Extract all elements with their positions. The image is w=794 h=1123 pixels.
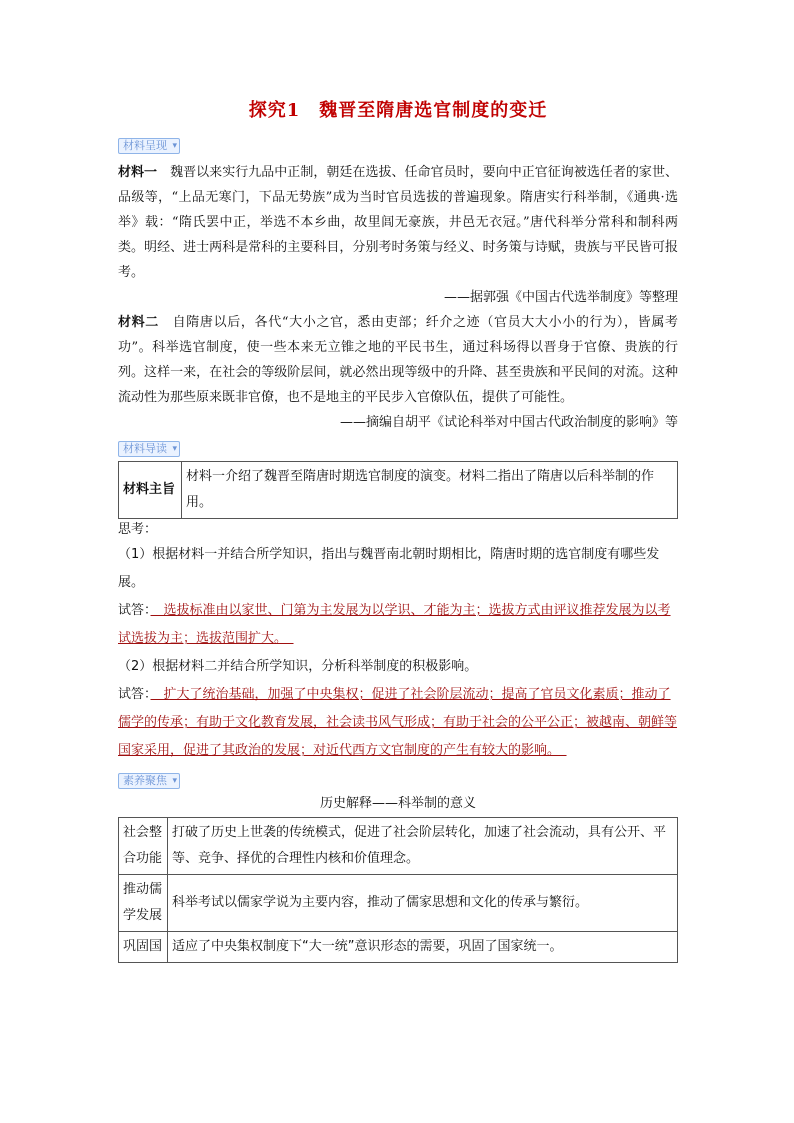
answer-1: [118, 597, 678, 653]
literacy-focus-tag: 素养聚焦 ▾: [118, 773, 180, 789]
sig-key: 巩固国: [119, 932, 168, 963]
table-row: [119, 818, 678, 875]
answer-2: [118, 681, 678, 765]
answer-1-text: 选拔标准由以家世、门第为主发展为以学识、才能为主；选拔方式由评议推荐发展为以考试选拔为主；选拔范围扩大。: [118, 603, 671, 646]
question-1: （1）根据材料一并结合所学知识，指出与魏晋南北朝时期相比，隋唐时期的选官制度有哪些发展。: [118, 547, 660, 590]
answer-1-label: 试答：: [118, 603, 151, 618]
answer-2-label: 试答：: [118, 687, 151, 702]
material2-paragraph: [118, 310, 678, 410]
answer-2-text: 扩大了统治基础，加强了中央集权；促进了社会阶层流动；提高了官员文化素质；推动了儒学的传承；有助于文化教育发展，社会读书风气形成；有助于社会的公平公正；被越南、朝鲜等国家采用，促进了其政治的发展；对近代西方文官制度的产生有较大的影响。: [118, 687, 678, 758]
material2-text: 自隋唐以后，各代“大小之官，悉由吏部；纤介之迹（官员大大小小的行为），皆属考功”。科举选官制度，使一些本来无立锥之地的平民书生，通过科场得以晋身于官僚、贵族的行列。这样一来，在社会的等级阶层间，就必然出现等级中的升降、甚至贵族和平民间的对流。这种流动性为那些原来既非官僚，也不是地主的平民步入官僚队伍，提供了可能性。: [118, 315, 678, 405]
question-2: （2）根据材料二并结合所学知识，分析科举制度的积极影响。: [118, 659, 478, 674]
material-guide-table: [118, 461, 678, 519]
significance-title: 历史解释——科举制的意义: [319, 796, 476, 811]
table-row: [119, 932, 678, 963]
guide-key: 材料主旨: [119, 462, 182, 519]
table-row: [119, 875, 678, 932]
material-present-tag: 材料呈现 ▾: [118, 138, 180, 154]
material2-source: ——摘编自胡平《试论科举对中国古代政治制度的影响》等: [339, 415, 678, 430]
material-guide-tag: 材料导读 ▾: [118, 441, 180, 457]
page-content: [118, 96, 678, 963]
material1-text: 魏晋以来实行九品中正制，朝廷在选拔、任命官员时，要向中正官征询被选任者的家世、品级等，“上品无寒门，下品无势族”成为当时官员选拔的普遍现象。隋唐实行科举制，《通典·选举》载：“隋氏罢中正，举选不本乡曲，故里闾无豪族，井邑无衣冠。”唐代科举分常科和制科两类。明经、进士两科是常科的主要科目，分别考时务策与经义、时务策与诗赋，贵族与平民皆可报考。: [118, 165, 678, 280]
sig-key: 推动儒学发展: [119, 875, 168, 932]
sig-value: 适应了中央集权制度下“大一统”意识形态的需要，巩固了国家统一。: [168, 932, 678, 963]
page-title: 探究1 魏晋至隋唐选官制度的变迁: [248, 100, 548, 121]
material1-label: 材料一: [118, 165, 158, 180]
sig-value: 科举考试以儒家学说为主要内容，推动了儒家思想和文化的传承与繁衍。: [168, 875, 678, 932]
think-label: 思考：: [118, 522, 158, 537]
table-row: [119, 462, 678, 519]
sig-key: 社会整合功能: [119, 818, 168, 875]
material1-source: ——据郭强《中国古代选举制度》等整理: [443, 290, 678, 305]
guide-value: 材料一介绍了魏晋至隋唐时期选官制度的演变。材料二指出了隋唐以后科举制的作用。: [182, 462, 678, 519]
material2-label: 材料二: [118, 315, 159, 330]
sig-value: 打破了历史上世袭的传统模式，促进了社会阶层转化，加速了社会流动，具有公开、平等、竞争、择优的合理性内核和价值理念。: [168, 818, 678, 875]
significance-table: [118, 817, 678, 963]
material1-paragraph: [118, 160, 678, 285]
